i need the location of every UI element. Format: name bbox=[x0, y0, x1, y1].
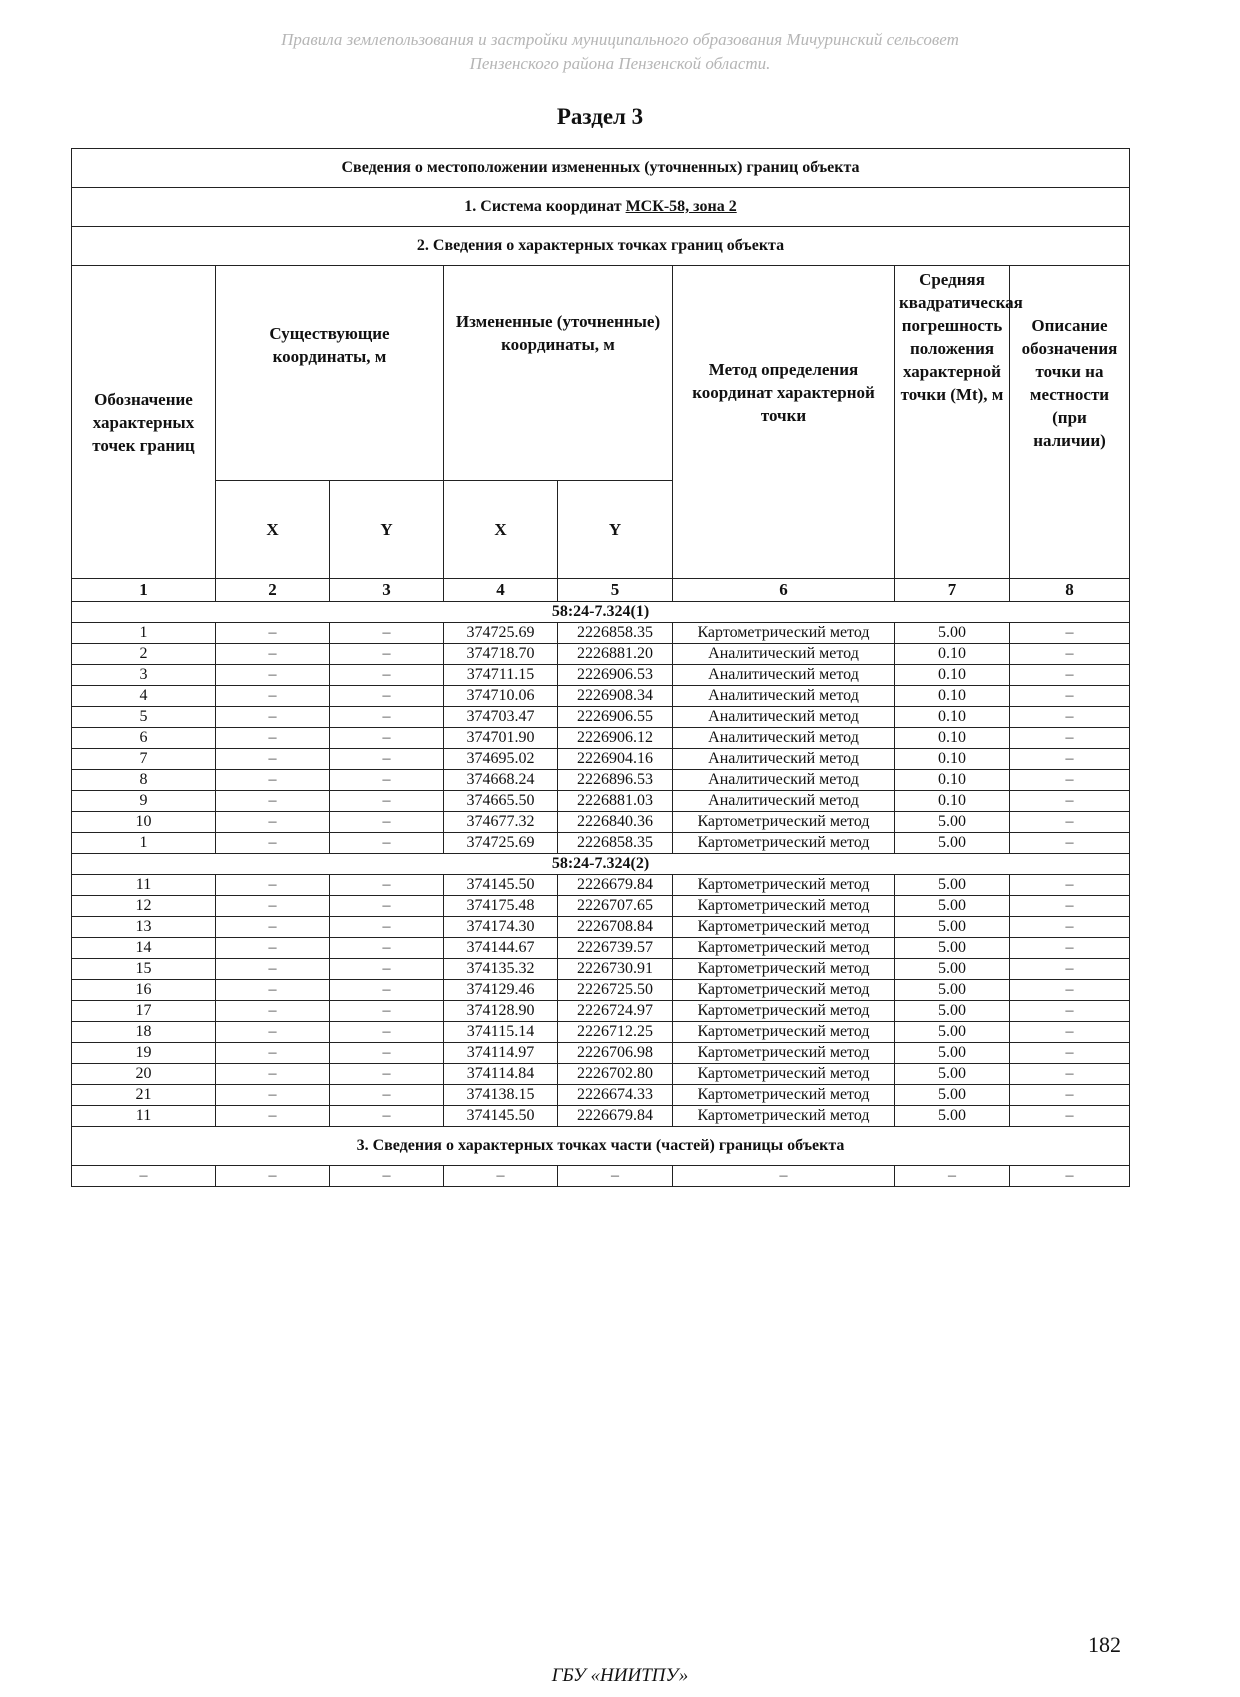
table-cell: – bbox=[330, 1001, 444, 1022]
table-cell: 374711.15 bbox=[444, 665, 558, 686]
table-cell: – bbox=[330, 686, 444, 707]
header-changed-x: X bbox=[444, 481, 558, 579]
table-cell: – bbox=[1010, 959, 1130, 980]
table-cell: – bbox=[216, 1043, 330, 1064]
header-changed-y: Y bbox=[558, 481, 673, 579]
header-line-2: Пензенского района Пензенской области. bbox=[469, 54, 771, 73]
table-cell: 21 bbox=[72, 1085, 216, 1106]
table-row bbox=[72, 1064, 1130, 1085]
table-cell: – bbox=[1010, 875, 1130, 896]
table-cell: 2226707.65 bbox=[558, 896, 673, 917]
table-cell: – bbox=[216, 1085, 330, 1106]
table-row bbox=[72, 770, 1130, 791]
table-cell: 2226679.84 bbox=[558, 1106, 673, 1127]
table-cell: 2226906.53 bbox=[558, 665, 673, 686]
table-cell: 374145.50 bbox=[444, 1106, 558, 1127]
column-number: 1 bbox=[72, 579, 216, 602]
table-cell: – bbox=[216, 728, 330, 749]
table-cell: – bbox=[1010, 728, 1130, 749]
group-header-row bbox=[72, 602, 1130, 623]
column-number: 4 bbox=[444, 579, 558, 602]
table-cell: 374128.90 bbox=[444, 1001, 558, 1022]
table-cell: – bbox=[330, 1064, 444, 1085]
table-cell: 2226858.35 bbox=[558, 833, 673, 854]
table-cell: – bbox=[330, 749, 444, 770]
table-cell: 5.00 bbox=[895, 623, 1010, 644]
header-existing-x: X bbox=[216, 481, 330, 579]
table-cell: – bbox=[330, 896, 444, 917]
table-cell: 374115.14 bbox=[444, 1022, 558, 1043]
table-cell: 6 bbox=[72, 728, 216, 749]
column-number: 8 bbox=[1010, 579, 1130, 602]
table-cell: Картометрический метод bbox=[673, 959, 895, 980]
table-row bbox=[72, 728, 1130, 749]
table-row bbox=[72, 1001, 1130, 1022]
table-cell: – bbox=[1010, 1166, 1130, 1187]
table-cell: – bbox=[216, 917, 330, 938]
table-cell: 17 bbox=[72, 1001, 216, 1022]
table-cell: 5.00 bbox=[895, 1085, 1010, 1106]
header-point-description: Описание обозначения точки на местности (при наличии) bbox=[1010, 266, 1130, 579]
table-cell: 14 bbox=[72, 938, 216, 959]
table-cell: 5.00 bbox=[895, 1022, 1010, 1043]
table-cell: 1 bbox=[72, 623, 216, 644]
group-header-row bbox=[72, 854, 1130, 875]
table-cell: 2226706.98 bbox=[558, 1043, 673, 1064]
table-cell: 374718.70 bbox=[444, 644, 558, 665]
table-cell: Аналитический метод bbox=[673, 644, 895, 665]
table-cell: 2226725.50 bbox=[558, 980, 673, 1001]
header-mean-error: Средняя квадратическая погрешность положения характерной точки (Mt), м bbox=[895, 266, 1010, 579]
table-cell: 11 bbox=[72, 1106, 216, 1127]
table-cell: 2226908.34 bbox=[558, 686, 673, 707]
table-cell: 10 bbox=[72, 812, 216, 833]
table-cell: – bbox=[330, 1106, 444, 1127]
table-cell: – bbox=[216, 1166, 330, 1187]
table-cell: – bbox=[1010, 1064, 1130, 1085]
table-cell: – bbox=[330, 917, 444, 938]
table-cell: 374725.69 bbox=[444, 833, 558, 854]
table-cell: – bbox=[330, 644, 444, 665]
table-cell: Картометрический метод bbox=[673, 917, 895, 938]
table-cell: 374144.67 bbox=[444, 938, 558, 959]
table-cell: Аналитический метод bbox=[673, 770, 895, 791]
table-cell: 374135.32 bbox=[444, 959, 558, 980]
table-row bbox=[72, 791, 1130, 812]
table-cell: – bbox=[216, 938, 330, 959]
table-cell: 2226712.25 bbox=[558, 1022, 673, 1043]
parts-row bbox=[72, 1166, 1130, 1187]
table-cell: 2226730.91 bbox=[558, 959, 673, 980]
page-number: 182 bbox=[1088, 1632, 1121, 1657]
table-cell: 374175.48 bbox=[444, 896, 558, 917]
table-cell: 0.10 bbox=[895, 707, 1010, 728]
table-cell: 1 bbox=[72, 833, 216, 854]
table-cell: 5.00 bbox=[895, 1064, 1010, 1085]
table-cell: – bbox=[444, 1166, 558, 1187]
table-row bbox=[72, 959, 1130, 980]
table-cell: – bbox=[1010, 833, 1130, 854]
table-cell: – bbox=[1010, 707, 1130, 728]
table-row bbox=[72, 938, 1130, 959]
table-cell: 374701.90 bbox=[444, 728, 558, 749]
table-cell: Картометрический метод bbox=[673, 875, 895, 896]
table-cell: 2226724.97 bbox=[558, 1001, 673, 1022]
table-cell: 0.10 bbox=[895, 791, 1010, 812]
table-row bbox=[72, 812, 1130, 833]
table-cell: – bbox=[216, 1106, 330, 1127]
column-number: 7 bbox=[895, 579, 1010, 602]
table-cell: Картометрический метод bbox=[673, 623, 895, 644]
parts-section-title: 3. Сведения о характерных точках части (частей) границы объекта bbox=[72, 1127, 1130, 1166]
table-cell: 2226858.35 bbox=[558, 623, 673, 644]
table-cell: 374677.32 bbox=[444, 812, 558, 833]
table-cell: 5.00 bbox=[895, 938, 1010, 959]
table-cell: – bbox=[330, 665, 444, 686]
table-row bbox=[72, 833, 1130, 854]
table-cell: 2226904.16 bbox=[558, 749, 673, 770]
table-cell: 374710.06 bbox=[444, 686, 558, 707]
table-cell: Аналитический метод bbox=[673, 791, 895, 812]
table-cell: – bbox=[330, 791, 444, 812]
table-cell: – bbox=[1010, 1022, 1130, 1043]
document-running-header bbox=[0, 28, 1240, 76]
table-cell: Картометрический метод bbox=[673, 1106, 895, 1127]
table-cell: 3 bbox=[72, 665, 216, 686]
table-cell: 2226739.57 bbox=[558, 938, 673, 959]
table-cell: – bbox=[330, 1085, 444, 1106]
section-title: Раздел 3 bbox=[556, 104, 644, 129]
table-cell: 374725.69 bbox=[444, 623, 558, 644]
table-row bbox=[72, 917, 1130, 938]
table-cell: 5.00 bbox=[895, 896, 1010, 917]
table-cell: 374695.02 bbox=[444, 749, 558, 770]
table-cell: 2226881.03 bbox=[558, 791, 673, 812]
coordinate-system-row bbox=[72, 188, 1130, 227]
table-cell: – bbox=[216, 623, 330, 644]
table-cell: 2226881.20 bbox=[558, 644, 673, 665]
table-cell: – bbox=[330, 707, 444, 728]
table-cell: 374138.15 bbox=[444, 1085, 558, 1106]
table-cell: 374665.50 bbox=[444, 791, 558, 812]
table-cell: 5.00 bbox=[895, 833, 1010, 854]
table-cell: 2226906.55 bbox=[558, 707, 673, 728]
table-cell: Картометрический метод bbox=[673, 1022, 895, 1043]
table-cell: – bbox=[216, 1064, 330, 1085]
column-number: 5 bbox=[558, 579, 673, 602]
table-cell: 2226840.36 bbox=[558, 812, 673, 833]
table-cell: – bbox=[216, 1001, 330, 1022]
table-cell: 374114.97 bbox=[444, 1043, 558, 1064]
table-cell: – bbox=[330, 980, 444, 1001]
boundary-points-table bbox=[71, 148, 1130, 1187]
table-cell: Картометрический метод bbox=[673, 1043, 895, 1064]
table-cell: Картометрический метод bbox=[673, 812, 895, 833]
table-cell: – bbox=[330, 959, 444, 980]
table-cell: 5 bbox=[72, 707, 216, 728]
table-cell: – bbox=[330, 833, 444, 854]
table-cell: 2226906.12 bbox=[558, 728, 673, 749]
table-cell: – bbox=[1010, 1106, 1130, 1127]
table-cell: 0.10 bbox=[895, 686, 1010, 707]
table-cell: – bbox=[1010, 1001, 1130, 1022]
table-cell: 18 bbox=[72, 1022, 216, 1043]
page-footer: ГБУ «НИИТПУ» bbox=[551, 1665, 689, 1686]
table-cell: 8 bbox=[72, 770, 216, 791]
header-existing-y: Y bbox=[330, 481, 444, 579]
table-cell: – bbox=[330, 812, 444, 833]
table-cell: – bbox=[1010, 896, 1130, 917]
table-cell: 0.10 bbox=[895, 770, 1010, 791]
table-cell: 19 bbox=[72, 1043, 216, 1064]
table-cell: 5.00 bbox=[895, 1043, 1010, 1064]
table-cell: – bbox=[1010, 938, 1130, 959]
table-cell: 5.00 bbox=[895, 980, 1010, 1001]
table-cell: – bbox=[216, 896, 330, 917]
table-cell: – bbox=[330, 728, 444, 749]
table-cell: – bbox=[1010, 749, 1130, 770]
table-row bbox=[72, 1043, 1130, 1064]
table-cell: 5.00 bbox=[895, 917, 1010, 938]
table-cell: – bbox=[330, 1166, 444, 1187]
group-cadastral-number: 58:24-7.324(2) bbox=[72, 854, 1130, 875]
table-cell: 5.00 bbox=[895, 959, 1010, 980]
table-cell: – bbox=[1010, 812, 1130, 833]
table-cell: – bbox=[330, 623, 444, 644]
table-cell: – bbox=[216, 1022, 330, 1043]
table-cell: – bbox=[216, 833, 330, 854]
table-cell: – bbox=[330, 875, 444, 896]
table-row bbox=[72, 1085, 1130, 1106]
table-row bbox=[72, 1022, 1130, 1043]
table-cell: 16 bbox=[72, 980, 216, 1001]
table-cell: – bbox=[216, 749, 330, 770]
table-cell: – bbox=[216, 959, 330, 980]
header-point-designation: Обозначение характерных точек границ bbox=[72, 266, 216, 579]
table-row bbox=[72, 980, 1130, 1001]
table-cell: – bbox=[216, 707, 330, 728]
table-cell: 7 bbox=[72, 749, 216, 770]
table-cell: – bbox=[1010, 917, 1130, 938]
column-number: 6 bbox=[673, 579, 895, 602]
table-cell: – bbox=[72, 1166, 216, 1187]
table-cell: Картометрический метод bbox=[673, 1001, 895, 1022]
table-cell: 9 bbox=[72, 791, 216, 812]
table-cell: – bbox=[1010, 1085, 1130, 1106]
table-cell: 5.00 bbox=[895, 812, 1010, 833]
table-cell: 13 bbox=[72, 917, 216, 938]
table-cell: 0.10 bbox=[895, 728, 1010, 749]
table-cell: – bbox=[330, 938, 444, 959]
table-cell: Картометрический метод bbox=[673, 833, 895, 854]
table-cell: Аналитический метод bbox=[673, 749, 895, 770]
table-cell: 2226708.84 bbox=[558, 917, 673, 938]
coordinate-system-value: МСК-58, зона 2 bbox=[625, 198, 737, 215]
table-cell: – bbox=[216, 791, 330, 812]
table-cell: – bbox=[1010, 665, 1130, 686]
table-cell: – bbox=[330, 770, 444, 791]
table-cell: 374174.30 bbox=[444, 917, 558, 938]
table-cell: – bbox=[330, 1043, 444, 1064]
table-cell: 12 bbox=[72, 896, 216, 917]
column-numbers-row bbox=[72, 579, 1130, 602]
table-cell: – bbox=[216, 686, 330, 707]
header-method: Метод определения координат характерной точки bbox=[673, 266, 895, 579]
table-cell: – bbox=[1010, 644, 1130, 665]
table-row bbox=[72, 623, 1130, 644]
table-cell: Аналитический метод bbox=[673, 686, 895, 707]
table-cell: Картометрический метод bbox=[673, 1085, 895, 1106]
table-cell: 0.10 bbox=[895, 749, 1010, 770]
table-cell: 374114.84 bbox=[444, 1064, 558, 1085]
table-cell: – bbox=[216, 644, 330, 665]
table-row bbox=[72, 896, 1130, 917]
table-cell: Картометрический метод bbox=[673, 896, 895, 917]
table-cell: – bbox=[895, 1166, 1010, 1187]
points-section-title: 2. Сведения о характерных точках границ объекта bbox=[72, 227, 1130, 266]
table-cell: 374145.50 bbox=[444, 875, 558, 896]
column-number: 2 bbox=[216, 579, 330, 602]
table-cell: Картометрический метод bbox=[673, 1064, 895, 1085]
table-cell: Аналитический метод bbox=[673, 707, 895, 728]
table-row bbox=[72, 749, 1130, 770]
table-cell: 4 bbox=[72, 686, 216, 707]
group-cadastral-number: 58:24-7.324(1) bbox=[72, 602, 1130, 623]
table-cell: 374703.47 bbox=[444, 707, 558, 728]
table-row bbox=[72, 686, 1130, 707]
table-cell: 2226674.33 bbox=[558, 1085, 673, 1106]
table-cell: – bbox=[216, 770, 330, 791]
table-cell: 2 bbox=[72, 644, 216, 665]
table-cell: 374129.46 bbox=[444, 980, 558, 1001]
table-cell: Аналитический метод bbox=[673, 728, 895, 749]
table-cell: 5.00 bbox=[895, 1001, 1010, 1022]
column-number: 3 bbox=[330, 579, 444, 602]
table-cell: 2226896.53 bbox=[558, 770, 673, 791]
header-existing-coordinates: Существующие координаты, м bbox=[216, 266, 444, 481]
table-cell: 15 bbox=[72, 959, 216, 980]
table-cell: – bbox=[673, 1166, 895, 1187]
table-cell: – bbox=[1010, 770, 1130, 791]
table-cell: 2226679.84 bbox=[558, 875, 673, 896]
table-cell: – bbox=[1010, 1043, 1130, 1064]
coordinate-system-label: 1. Система координат bbox=[464, 198, 626, 215]
header-changed-coordinates: Измененные (уточненные) координаты, м bbox=[444, 266, 673, 481]
table-cell: Картометрический метод bbox=[673, 980, 895, 1001]
table-cell: – bbox=[1010, 686, 1130, 707]
table-cell: Аналитический метод bbox=[673, 665, 895, 686]
table-row bbox=[72, 644, 1130, 665]
table-cell: – bbox=[216, 875, 330, 896]
table-row bbox=[72, 1106, 1130, 1127]
table-cell: – bbox=[330, 1022, 444, 1043]
table-cell: – bbox=[216, 980, 330, 1001]
header-line-1: Правила землепользования и застройки муниципального образования Мичуринский сельсовет bbox=[281, 30, 959, 49]
table-cell: 0.10 bbox=[895, 644, 1010, 665]
table-row bbox=[72, 665, 1130, 686]
table-cell: 0.10 bbox=[895, 665, 1010, 686]
table-cell: Картометрический метод bbox=[673, 938, 895, 959]
table-cell: – bbox=[1010, 980, 1130, 1001]
table-cell: – bbox=[216, 812, 330, 833]
table-cell: 5.00 bbox=[895, 1106, 1010, 1127]
table-cell: – bbox=[558, 1166, 673, 1187]
table-cell: 5.00 bbox=[895, 875, 1010, 896]
table-cell: 20 bbox=[72, 1064, 216, 1085]
table-row bbox=[72, 875, 1130, 896]
table-row bbox=[72, 707, 1130, 728]
table-cell: 2226702.80 bbox=[558, 1064, 673, 1085]
table-cell: 374668.24 bbox=[444, 770, 558, 791]
table-cell: 11 bbox=[72, 875, 216, 896]
table-cell: – bbox=[1010, 623, 1130, 644]
table-cell: – bbox=[216, 665, 330, 686]
table-cell: – bbox=[1010, 791, 1130, 812]
table-title: Сведения о местоположении измененных (уточненных) границ объекта bbox=[72, 149, 1130, 188]
